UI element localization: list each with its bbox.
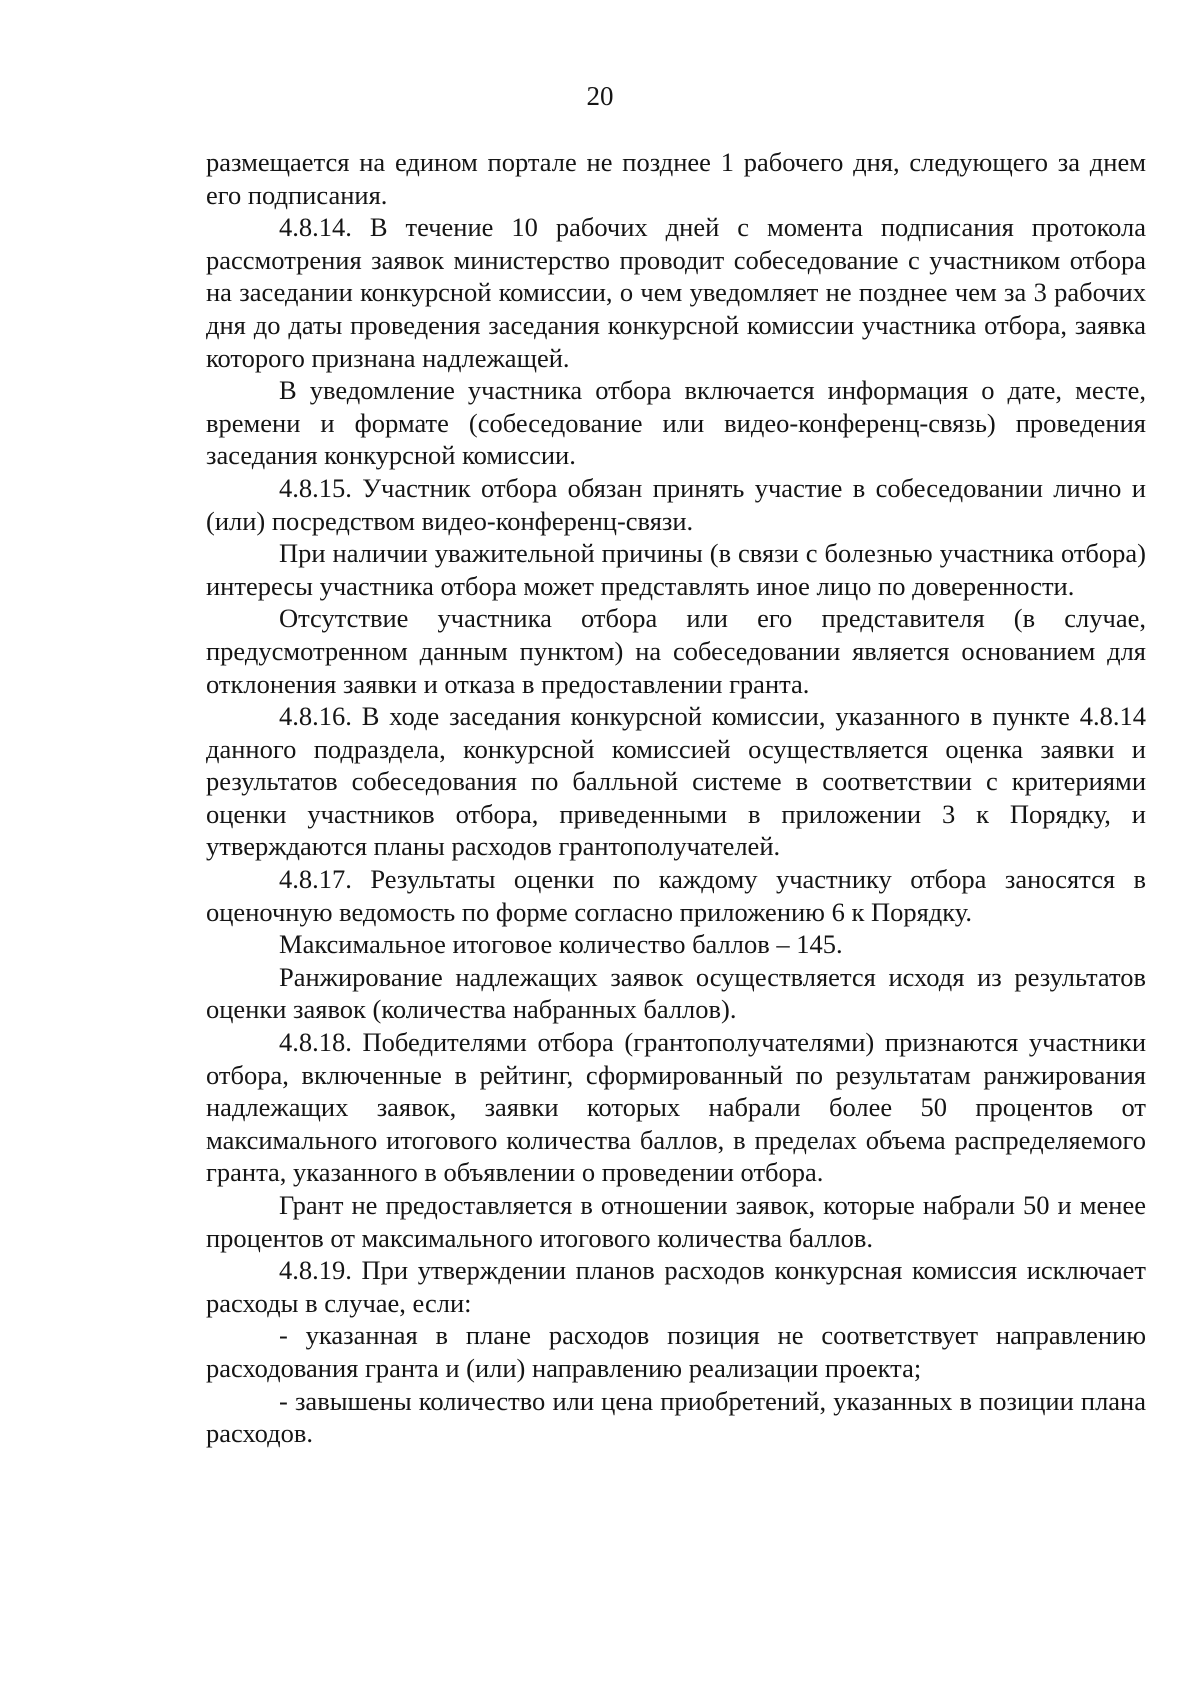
paragraph-max-score: Максимальное итоговое количество баллов – 145. bbox=[279, 929, 843, 960]
list-item-overstated-price: - завышены количество или цена приобретений, указанных в позиции плана расходов. bbox=[206, 1385, 1146, 1449]
paragraph-valid-reason: При наличии уважительной причины (в связи с болезнью участника отбора) интересы участника отбора может представлять иное лицо по доверенности. bbox=[206, 538, 1146, 601]
paragraph-4-8-16: 4.8.16. В ходе заседания конкурсной комиссии, указанного в пункте 4.8.14 данного подраздела, конкурсной комиссией осуществляется оценка заявки и результатов собеседования по балльной системе в соответствии с критериями оценки участников отбора, приведенными в приложении 3 к Порядку, и утверждаются планы расходов грантополучателей. bbox=[206, 701, 1146, 862]
paragraph-notification: В уведомление участника отбора включается информация о дате, месте, времени и формате (собеседование или видео-конференц-связь) проведения заседания конкурсной комиссии. bbox=[206, 375, 1146, 471]
paragraph-absence: Отсутствие участника отбора или его представителя (в случае, предусмотренном данным пунктом) на собеседовании является основанием для отклонения заявки и отказа в предоставлении гранта. bbox=[206, 603, 1146, 699]
paragraph-4-8-17: 4.8.17. Результаты оценки по каждому участнику отбора заносятся в оценочную ведомость по форме согласно приложению 6 к Порядку. bbox=[206, 864, 1146, 927]
paragraph-continuation: размещается на едином портале не позднее 1 рабочего дня, следующего за днем его подписания. bbox=[206, 147, 1146, 210]
paragraph-ranking: Ранжирование надлежащих заявок осуществляется исходя из результатов оценки заявок (количества набранных баллов). bbox=[206, 961, 1146, 1025]
paragraph-4-8-15: 4.8.15. Участник отбора обязан принять участие в собеседовании лично и (или) посредством видео-конференц-связи. bbox=[206, 472, 1146, 536]
list-item-expense-mismatch: - указанная в плане расходов позиция не соответствует направлению расходования гранта и (или) направлению реализации проекта; bbox=[206, 1320, 1146, 1383]
paragraph-4-8-14: 4.8.14. В течение 10 рабочих дней с момента подписания протокола рассмотрения заявок министерство проводит собеседование с участником отбора на заседании конкурсной комиссии, о чем уведомляет не позднее чем за 3 рабочих дня до даты проведения заседания конкурсной комиссии участника отбора, заявка которого признана надлежащей. bbox=[206, 212, 1146, 373]
document-body bbox=[206, 146, 1146, 1450]
paragraph-grant-not-provided: Грант не предоставляется в отношении заявок, которые набрали 50 и менее процентов от максимального итогового количества баллов. bbox=[206, 1190, 1146, 1253]
paragraph-4-8-18: 4.8.18. Победителями отбора (грантополучателями) признаются участники отбора, включенные в рейтинг, сформированный по результатам ранжирования надлежащих заявок, заявки которых набрали более 50 процентов от максимального итогового количества баллов, в пределах объема распределяемого гранта, указанного в объявлении о проведении отбора. bbox=[206, 1027, 1146, 1188]
page-number: 20 bbox=[586, 81, 614, 111]
paragraph-4-8-19: 4.8.19. При утверждении планов расходов конкурсная комиссия исключает расходы в случае, если: bbox=[206, 1255, 1146, 1318]
